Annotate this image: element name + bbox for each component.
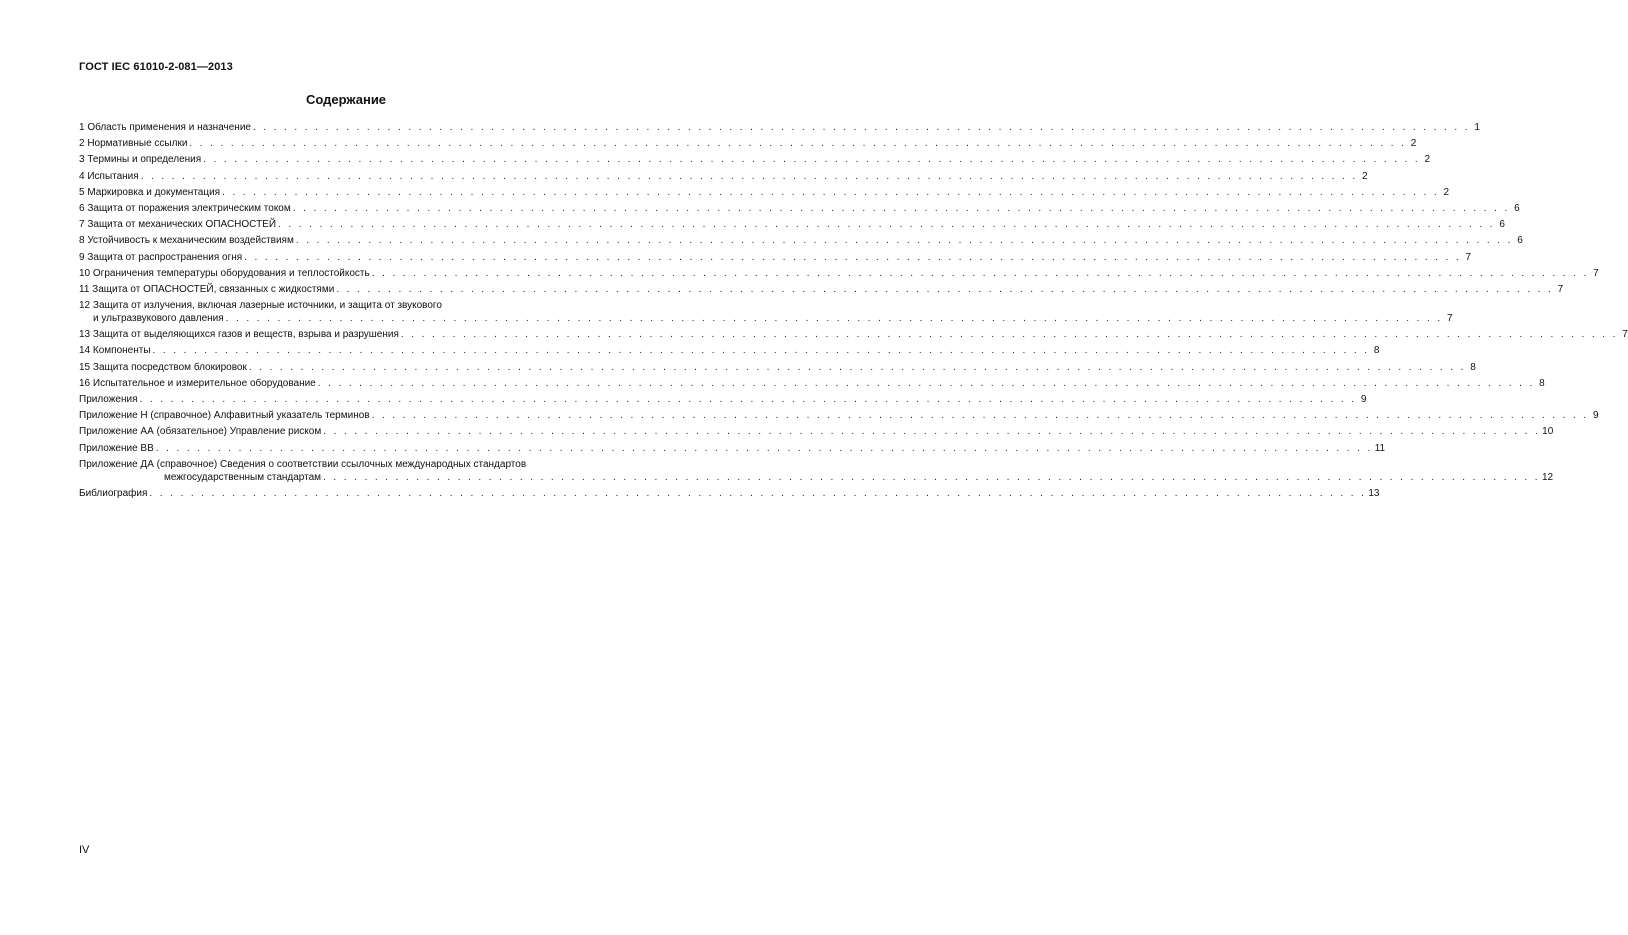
toc-entry-page: 8 — [1470, 361, 1476, 373]
toc-entry-label: Приложения — [79, 394, 138, 405]
toc-entry-label: 1 Область применения и назначение — [79, 122, 251, 133]
toc-leader-dots — [318, 377, 1535, 390]
toc-entry-4[interactable] — [79, 170, 1368, 183]
toc-entry-label: 4 Испытания — [79, 170, 139, 182]
toc-entry-label: Приложение Н (справочное) Алфавитный указатель терминов — [79, 410, 370, 422]
toc-entry-label: 11 Защита от ОПАСНОСТЕЙ, связанных с жидкостями — [79, 283, 335, 295]
toc-entry-1[interactable] — [79, 121, 1480, 134]
toc-entry-label: 14 Компоненты — [79, 345, 151, 357]
toc-entry-9[interactable] — [79, 251, 1472, 264]
document-header-code: ГОСТ IEC 61010-2-081—2013 — [79, 61, 233, 73]
toc-entry-page: 10 — [1542, 426, 1554, 438]
toc-entry-label: 10 Ограничения температуры оборудования и теплостойкость — [79, 267, 370, 279]
toc-leader-dots — [336, 283, 1553, 296]
toc-entry-page: 6 — [1517, 235, 1523, 247]
toc-entry-10[interactable] — [79, 267, 1599, 280]
toc-leader-dots — [293, 202, 1510, 215]
toc-entry-label: 8 Устойчивость к механическим воздействиям — [79, 235, 294, 247]
toc-entry-label: 7 Защита от механических ОПАСНОСТЕЙ — [79, 219, 277, 231]
toc-entry-label: 9 Защита от распространения огня — [79, 251, 243, 263]
toc-leader-dots — [296, 234, 1513, 247]
toc-entry-label: 16 Испытательное и измерительное оборудование — [79, 377, 316, 389]
toc-entry-7[interactable] — [79, 218, 1505, 231]
toc-leader-dots — [401, 328, 1618, 341]
page-number: IV — [79, 844, 90, 856]
toc-entry-label: Приложение ВВ — [79, 442, 154, 454]
toc-entry-page: 2 — [1410, 138, 1417, 150]
toc-entry-label: 3 Термины и определения — [79, 154, 202, 166]
toc-entry-label: 6 Защита от поражения электрическим током — [79, 202, 291, 214]
toc-entry-page: 7 — [1447, 313, 1453, 325]
toc-entry-page: 2 — [1362, 170, 1368, 182]
toc-leader-dots — [323, 471, 1540, 484]
toc-entry-page: 7 — [1622, 329, 1628, 341]
toc-leader-dots — [323, 425, 1540, 438]
toc-entry-16[interactable] — [79, 377, 1545, 390]
toc-entry-6[interactable] — [79, 202, 1520, 215]
toc-entry-8[interactable] — [79, 234, 1523, 247]
toc-entry-5[interactable] — [79, 186, 1449, 199]
toc-entry-page: 8 — [1539, 377, 1545, 389]
toc-leader-dots — [278, 218, 1495, 231]
toc-entry-page: 7 — [1557, 283, 1564, 295]
toc-entry-page: 13 — [1368, 487, 1380, 499]
toc-entry-11[interactable] — [79, 283, 1564, 296]
toc-leader-dots — [249, 361, 1466, 374]
toc-entry-appendix-da[interactable] — [79, 458, 1554, 484]
toc-entry-label: 5 Маркировка и документация — [79, 186, 221, 198]
table-of-contents — [79, 121, 1628, 503]
toc-entry-appendix-bb[interactable] — [79, 442, 1386, 455]
toc-entry-page: 1 — [1474, 122, 1480, 133]
toc-entry-page: 9 — [1360, 394, 1367, 405]
toc-entry-label: Библиография — [79, 487, 148, 499]
toc-leader-dots — [153, 344, 1370, 357]
toc-entry-label-continuation: и ультразвукового давления — [93, 313, 224, 325]
toc-entry-label: 12 Защита от излучения, включая лазерные источники, и защита от звукового — [79, 300, 442, 312]
toc-entry-13[interactable] — [79, 328, 1628, 341]
toc-entry-page: 11 — [1374, 442, 1386, 454]
toc-entry-14[interactable] — [79, 344, 1380, 357]
toc-entry-label-continuation: межгосударственным стандартам — [164, 471, 322, 483]
toc-entry-label: 2 Нормативные ссылки — [79, 138, 188, 150]
toc-entry-page: 8 — [1373, 345, 1380, 357]
toc-entry-appendices[interactable] — [79, 393, 1367, 406]
toc-leader-dots — [222, 186, 1439, 199]
toc-leader-dots — [253, 121, 1470, 134]
toc-entry-12[interactable] — [79, 299, 1453, 325]
toc-entry-page: 7 — [1465, 251, 1472, 263]
toc-entry-label: Приложение ДА (справочное) Сведения о соответствии ссылочных международных стандартов — [79, 458, 527, 470]
toc-leader-dots — [203, 153, 1420, 166]
toc-entry-page: 6 — [1499, 219, 1505, 231]
toc-leader-dots — [189, 137, 1406, 150]
toc-title: Содержание — [305, 92, 387, 107]
toc-entry-2[interactable] — [79, 137, 1417, 150]
toc-entry-label: 15 Защита посредством блокировок — [79, 361, 247, 373]
toc-entry-appendix-aa[interactable] — [79, 425, 1554, 438]
toc-entry-appendix-h[interactable] — [79, 409, 1599, 422]
toc-entry-page: 12 — [1541, 471, 1554, 483]
toc-entry-page: 9 — [1592, 410, 1599, 422]
toc-leader-dots — [372, 267, 1589, 280]
toc-leader-dots — [244, 251, 1461, 264]
toc-leader-dots — [141, 170, 1358, 183]
toc-entry-15[interactable] — [79, 361, 1476, 374]
toc-entry-page: 2 — [1424, 154, 1431, 166]
toc-leader-dots — [140, 393, 1357, 406]
toc-leader-dots — [156, 442, 1373, 455]
toc-leader-dots — [372, 409, 1589, 422]
toc-entry-label: 13 Защита от выделяющихся газов и веществ, взрыва и разрушения — [79, 329, 399, 341]
toc-entry-bibliography[interactable] — [79, 487, 1380, 500]
toc-leader-dots — [149, 487, 1366, 500]
toc-entry-3[interactable] — [79, 153, 1431, 166]
toc-entry-label: Приложение АА (обязательное) Управление риском — [79, 426, 322, 438]
toc-leader-dots — [226, 312, 1443, 325]
toc-entry-page: 7 — [1593, 267, 1599, 279]
toc-entry-page: 6 — [1514, 202, 1520, 214]
toc-entry-page: 2 — [1443, 186, 1449, 198]
